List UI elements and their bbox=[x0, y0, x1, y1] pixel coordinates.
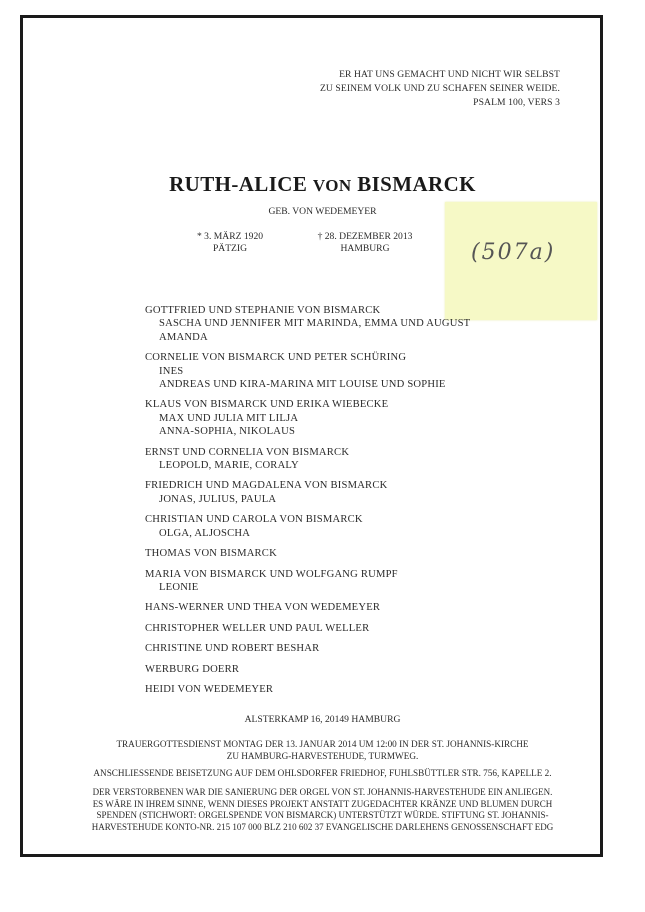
closing-line-4: HARVESTEHUDE KONTO-NR. 215 107 000 BLZ 210 602 37 EVANGELISCHE DARLEHENS GENOSSENSCHAFT EDG bbox=[91, 821, 554, 832]
birth-place: PÄTZIG bbox=[212, 243, 248, 254]
motto-line-1: ER HAT UNS GEMACHT UND NICHT WIR SELBST bbox=[339, 69, 560, 80]
service-notice bbox=[0, 738, 645, 762]
family-list bbox=[145, 304, 470, 703]
deceased-name bbox=[0, 172, 645, 197]
family-group bbox=[145, 622, 470, 635]
family-group bbox=[145, 479, 470, 506]
birth-name: GEB. VON WEDEMEYER bbox=[268, 206, 377, 217]
family-group bbox=[145, 304, 470, 344]
birth-date: * 3. MÄRZ 1920 bbox=[196, 231, 264, 242]
sticky-note bbox=[445, 202, 597, 320]
name-last: BISMARCK bbox=[351, 172, 476, 196]
family-group bbox=[145, 513, 470, 540]
family-head: CHRISTOPHER WELLER UND PAUL WELLER bbox=[145, 622, 370, 634]
closing-line-1: DER VERSTORBENEN WAR DIE SANIERUNG DER ORGEL VON ST. JOHANNIS-HARVESTEHUDE EIN ANLIEGEN. bbox=[92, 787, 553, 797]
family-head: FRIEDRICH UND MAGDALENA VON BISMARCK bbox=[145, 480, 388, 492]
family-member-line: ANDREAS UND KIRA-MARINA MIT LOUISE UND SOPHIE bbox=[159, 379, 446, 391]
family-head: MARIA VON BISMARCK UND WOLFGANG RUMPF bbox=[145, 568, 398, 580]
family-group bbox=[145, 547, 470, 560]
family-group bbox=[145, 642, 470, 655]
address: ALSTERKAMP 16, 20149 HAMBURG bbox=[244, 714, 401, 725]
death-date: † 28. DEZEMBER 2013 bbox=[317, 231, 413, 242]
family-head: WERBURG DOERR bbox=[145, 663, 240, 675]
motto-source: PSALM 100, VERS 3 bbox=[473, 97, 560, 108]
name-particle: VON bbox=[312, 176, 352, 195]
family-member-line: MAX UND JULIA MIT LILJA bbox=[159, 412, 299, 424]
family-head: HEIDI VON WEDEMEYER bbox=[145, 683, 274, 695]
family-member-line: OLGA, ALJOSCHA bbox=[159, 527, 251, 539]
family-group bbox=[145, 351, 470, 391]
family-member-line: INES bbox=[159, 365, 184, 377]
closing-line-2: ES WÄRE IN IHREM SINNE, WENN DIESES PROJEKT ANSTATT ZUGEDACHTER KRÄNZE UND BLUMEN DURCH bbox=[92, 798, 553, 809]
family-head: GOTTFRIED UND STEPHANIE VON BISMARCK bbox=[145, 305, 381, 316]
family-member-line: JONAS, JULIUS, PAULA bbox=[159, 493, 277, 505]
family-member-line: LEOPOLD, MARIE, CORALY bbox=[159, 460, 299, 472]
family-group bbox=[145, 398, 470, 438]
family-group bbox=[145, 601, 470, 614]
family-head: CORNELIE VON BISMARCK UND PETER SCHÜRING bbox=[145, 352, 407, 364]
closing-line-3: SPENDEN (STICHWORT: ORGELSPENDE VON BISMARCK) UNTERSTÜTZT WÜRDE. STIFTUNG ST. JOHANNIS- bbox=[96, 810, 549, 821]
family-head: ERNST UND CORNELIA VON BISMARCK bbox=[145, 446, 350, 458]
service-line-2: ZU HAMBURG-HARVESTEHUDE, TURMWEG. bbox=[226, 751, 419, 761]
donation-notice bbox=[0, 787, 645, 833]
family-member-line: AMANDA bbox=[159, 331, 208, 343]
death-place: HAMBURG bbox=[340, 243, 390, 254]
family-head: KLAUS VON BISMARCK UND ERIKA WIEBECKE bbox=[145, 399, 389, 411]
family-group bbox=[145, 683, 470, 696]
family-head: CHRISTIAN UND CAROLA VON BISMARCK bbox=[145, 514, 363, 526]
family-head: CHRISTINE UND ROBERT BESHAR bbox=[145, 643, 320, 655]
motto-line-2: ZU SEINEM VOLK UND ZU SCHAFEN SEINER WEIDE. bbox=[319, 83, 560, 94]
service-line-1: TRAUERGOTTESDIENST MONTAG DER 13. JANUAR 2014 UM 12:00 IN DER ST. JOHANNIS-KIRCHE bbox=[116, 739, 529, 749]
burial-notice: ANSCHLIESSENDE BEISETZUNG AUF DEM OHLSDORFER FRIEDHOF, FUHLSBÜTTLER STR. 756, KAPELLE 2. bbox=[93, 768, 552, 778]
family-member-line: LEONIE bbox=[159, 581, 199, 593]
family-group bbox=[145, 568, 470, 595]
handwritten-note: (507a) bbox=[471, 240, 556, 265]
birth-info bbox=[185, 231, 275, 255]
name-first: RUTH-ALICE bbox=[169, 172, 313, 196]
psalm-motto bbox=[320, 68, 560, 110]
family-group bbox=[145, 663, 470, 676]
family-head: HANS-WERNER UND THEA VON WEDEMEYER bbox=[145, 602, 381, 614]
family-group bbox=[145, 446, 470, 473]
family-member-line: ANNA-SOPHIA, NIKOLAUS bbox=[159, 426, 296, 438]
family-member-line: SASCHA UND JENNIFER MIT MARINDA, EMMA UND AUGUST bbox=[159, 318, 471, 330]
family-head: THOMAS VON BISMARCK bbox=[145, 548, 277, 560]
death-info bbox=[310, 231, 420, 255]
